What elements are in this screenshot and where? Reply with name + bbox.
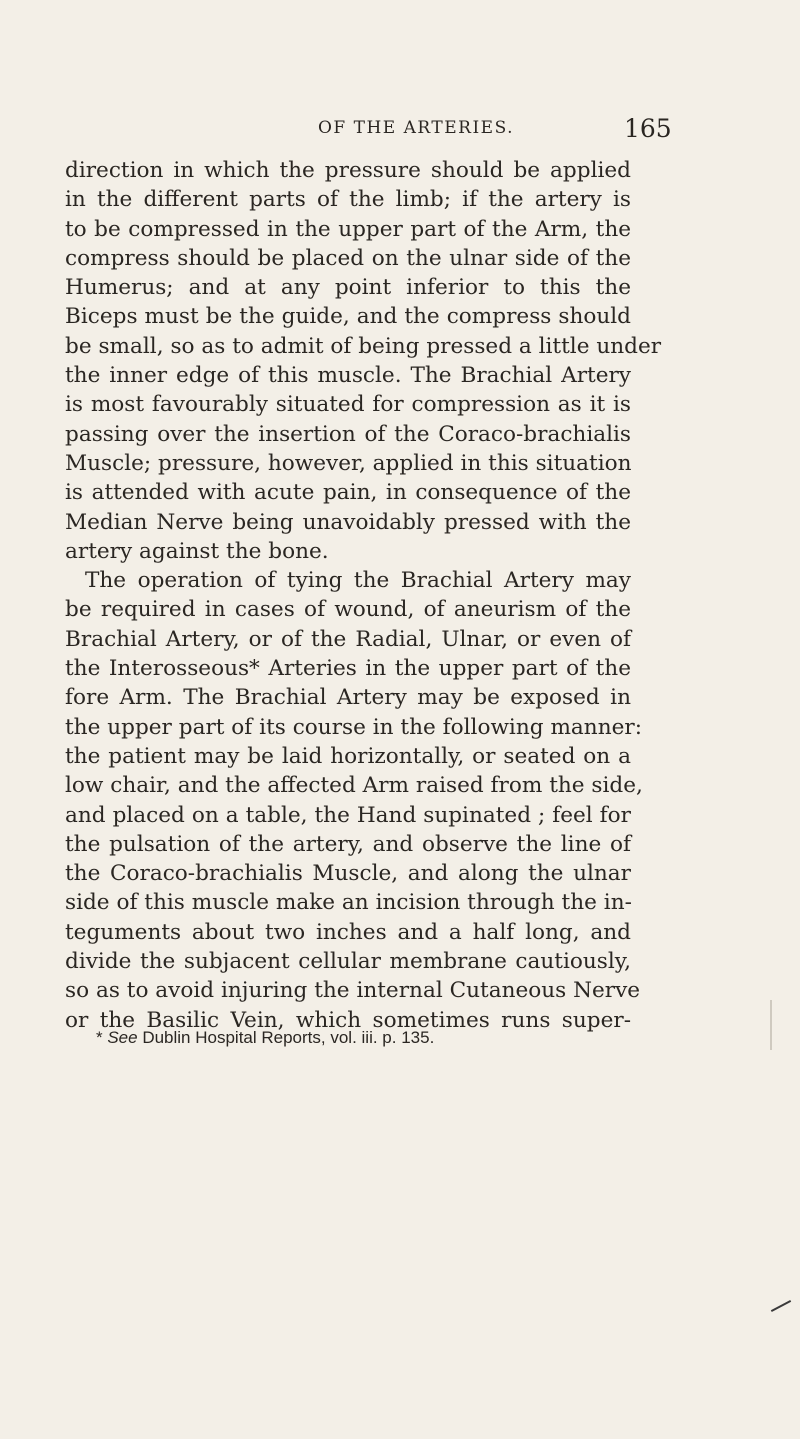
ink-smudge	[771, 1300, 791, 1312]
text-line: in the different parts of the limb; if the artery is	[65, 187, 631, 213]
text-line: be small, so as to admit of being pressed a little under	[65, 333, 662, 359]
footnote-marker: *	[96, 1028, 108, 1047]
running-head: OF THE ARTERIES.	[318, 118, 515, 138]
page-header	[0, 110, 800, 150]
text-line: side of this muscle make an incision through the in-	[65, 890, 632, 916]
text-line: low chair, and the affected Arm raised from the side,	[65, 773, 643, 799]
text-line: is attended with acute pain, in consequence of the	[65, 480, 631, 506]
text-line: The operation of tying the Brachial Artery may	[85, 568, 631, 594]
text-line: Humerus; and at any point inferior to this the	[65, 275, 631, 301]
text-line: the upper part of its course in the following manner:	[65, 714, 642, 740]
text-line: direction in which the pressure should be applied	[65, 158, 631, 183]
text-line: Biceps must be the guide, and the compress should	[65, 304, 631, 330]
text-line: the inner edge of this muscle. The Brachial Artery	[65, 363, 631, 389]
footnote-see: See	[107, 1028, 138, 1047]
text-line: so as to avoid injuring the internal Cutaneous Nerve	[65, 978, 641, 1004]
text-line: the pulsation of the artery, and observe the line of	[65, 831, 631, 857]
text-line: compress should be placed on the ulnar side of the	[65, 245, 631, 271]
margin-mark	[770, 1000, 772, 1050]
text-line: passing over the insertion of the Coraco-brachialis	[65, 421, 631, 447]
text-line: Muscle; pressure, however, applied in this situation	[65, 450, 632, 476]
text-line: Median Nerve being unavoidably pressed with the	[65, 509, 631, 535]
text-line: or the Basilic Vein, which sometimes runs super-	[65, 1007, 631, 1033]
text-line: the patient may be laid horizontally, or seated on a	[65, 743, 631, 769]
text-line: artery against the bone.	[65, 538, 329, 564]
text-line: is most favourably situated for compression as it is	[65, 392, 631, 418]
text-line: the Coraco-brachialis Muscle, and along the ulnar	[65, 861, 631, 887]
text-line: be required in cases of wound, of aneurism of the	[65, 597, 631, 623]
body-text	[65, 156, 662, 1035]
text-line: Brachial Artery, or of the Radial, Ulnar, or even of	[65, 626, 631, 652]
text-line: teguments about two inches and a half long, and	[65, 919, 631, 945]
text-line: and placed on a table, the Hand supinated ; feel for	[65, 802, 631, 828]
text-line: fore Arm. The Brachial Artery may be exposed in	[65, 685, 631, 711]
text-line: the Interosseous* Arteries in the upper part of the	[65, 656, 631, 682]
text-line: divide the subjacent cellular membrane cautiously,	[65, 949, 631, 975]
page-number: 165	[624, 114, 672, 143]
footnote-text: Dublin Hospital Reports, vol. iii. p. 135.	[137, 1028, 435, 1047]
footnote	[96, 1028, 434, 1048]
text-line: to be compressed in the upper part of the Arm, the	[65, 216, 631, 242]
